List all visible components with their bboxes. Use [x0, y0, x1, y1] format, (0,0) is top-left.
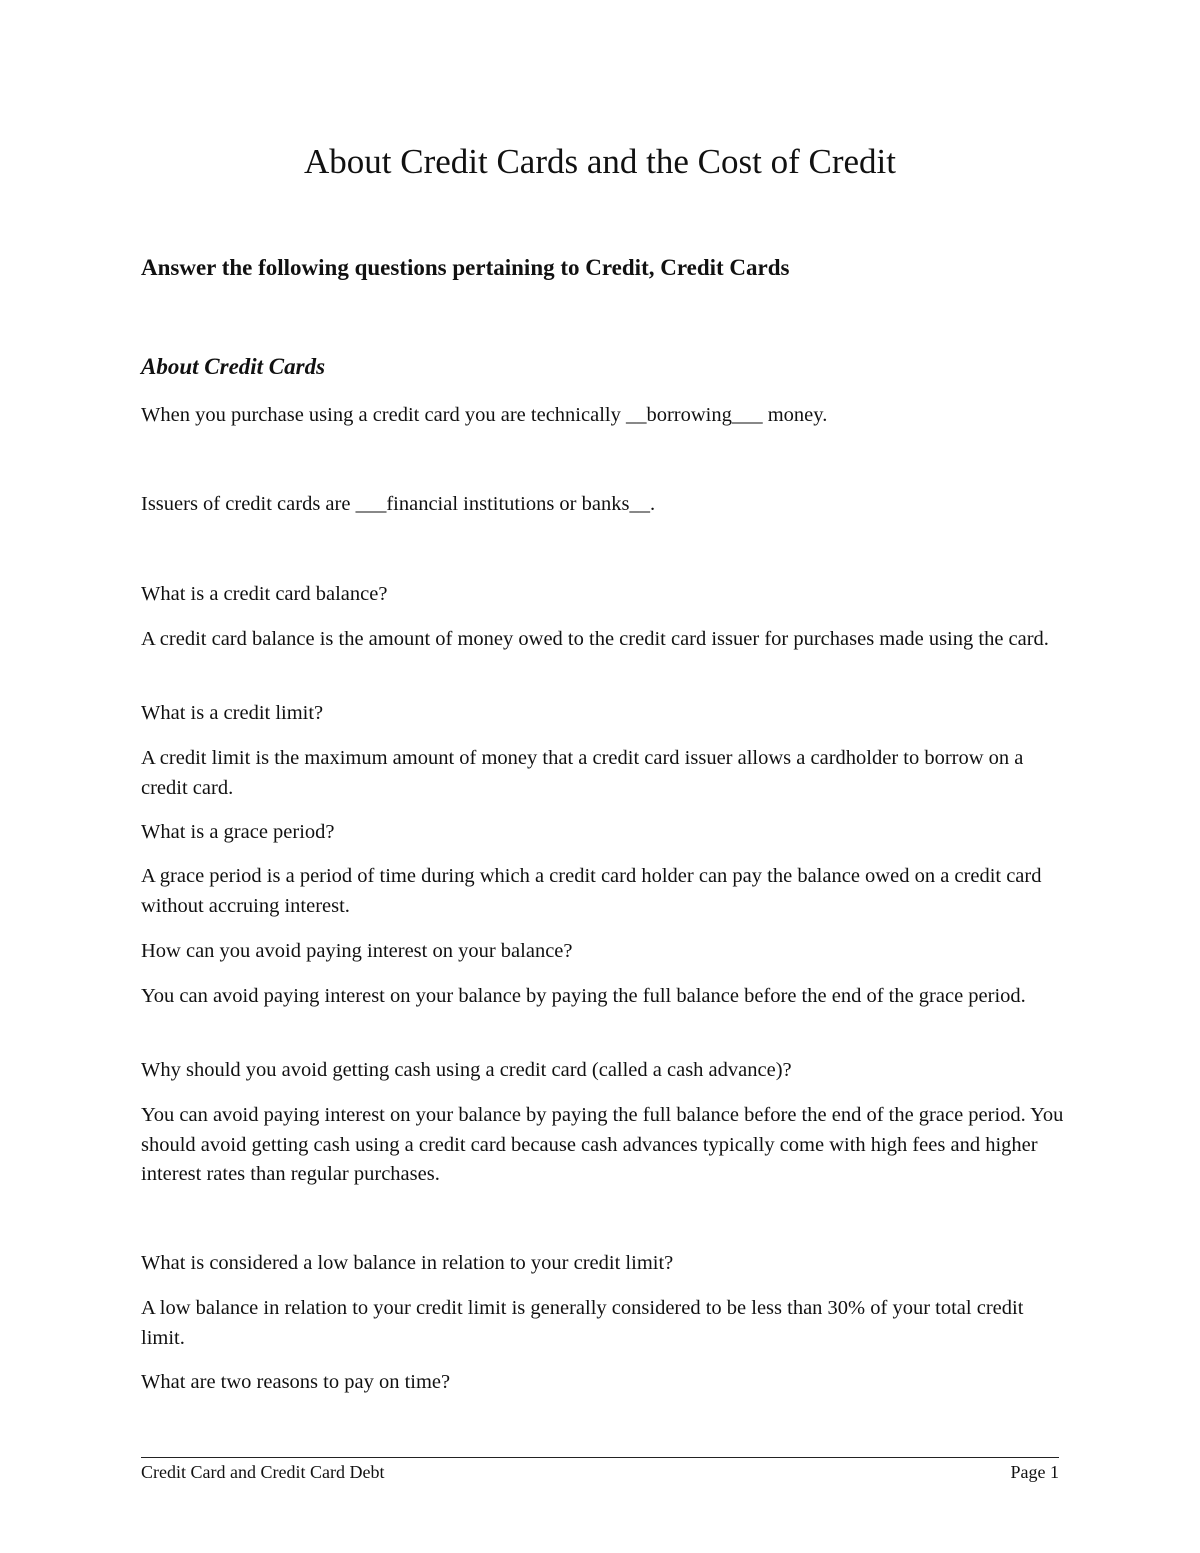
answer-cash-advance: You can avoid paying interest on your balance by paying the full balance before the end of the grace period. You should avoid getting cash using a credit card because cash advances typically come with high fees and higher interest rates than regular purchases.: [141, 1104, 1064, 1185]
question-cash-advance: Why should you avoid getting cash using a credit card (called a cash advance)?: [141, 1059, 792, 1081]
footer-page-number: Page 1: [1010, 1462, 1059, 1482]
instructions-heading: Answer the following questions pertaining to Credit, Credit Cards: [141, 255, 790, 280]
fill-in-issuers: Issuers of credit cards are ___financial institutions or banks__.: [141, 493, 656, 515]
question-credit-limit: What is a credit limit?: [141, 702, 324, 724]
fill-in-borrowing: When you purchase using a credit card you are technically __borrowing___ money.: [141, 404, 828, 426]
question-balance: What is a credit card balance?: [141, 583, 388, 605]
footer-document-title: Credit Card and Credit Card Debt: [141, 1462, 385, 1482]
answer-credit-limit: A credit limit is the maximum amount of money that a credit card issuer allows a cardholder to borrow on a credit card.: [141, 747, 1024, 799]
question-grace-period: What is a grace period?: [141, 821, 335, 843]
answer-avoid-interest: You can avoid paying interest on your balance by paying the full balance before the end of the grace period.: [141, 985, 1026, 1007]
footer-divider: [141, 1457, 1059, 1458]
answer-low-balance: A low balance in relation to your credit limit is generally considered to be less than 30% of your total credit limit.: [141, 1297, 1024, 1349]
question-pay-on-time: What are two reasons to pay on time?: [141, 1371, 451, 1393]
answer-grace-period: A grace period is a period of time during which a credit card holder can pay the balance owed on a credit card without accruing interest.: [141, 865, 1042, 917]
section-heading: About Credit Cards: [141, 354, 326, 379]
question-low-balance: What is considered a low balance in relation to your credit limit?: [141, 1252, 674, 1274]
question-avoid-interest: How can you avoid paying interest on your balance?: [141, 940, 573, 962]
page-title: About Credit Cards and the Cost of Credit: [303, 142, 896, 181]
answer-balance: A credit card balance is the amount of money owed to the credit card issuer for purchases made using the card.: [141, 628, 1049, 650]
